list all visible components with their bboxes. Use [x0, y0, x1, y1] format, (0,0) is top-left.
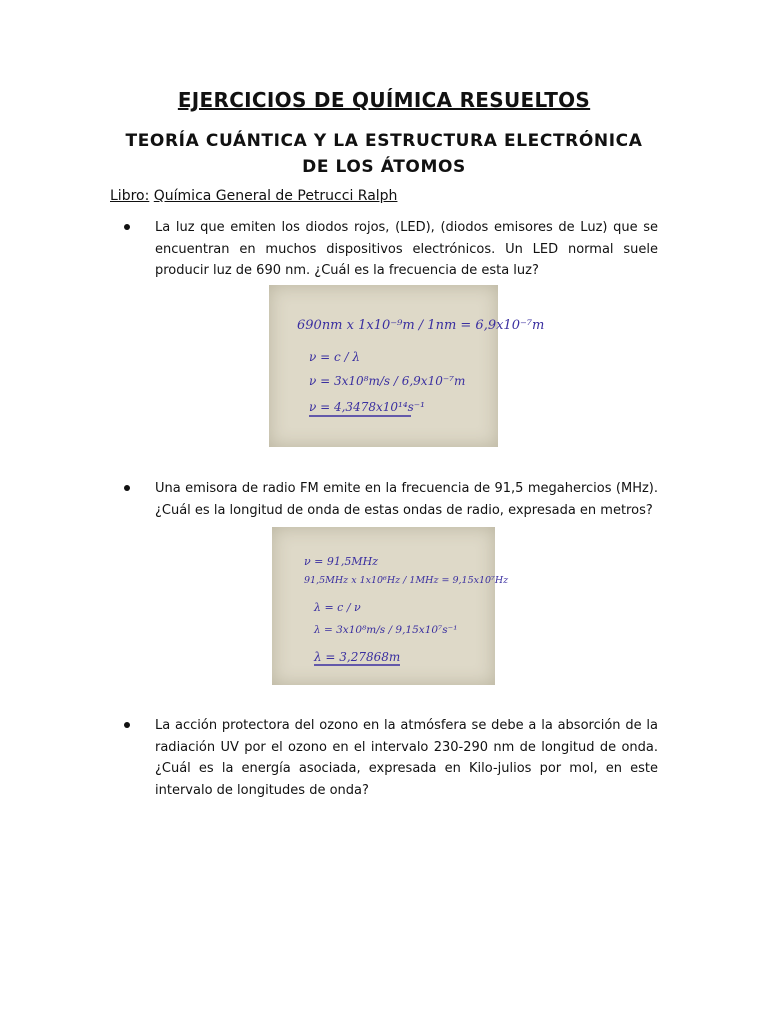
solution-line: ν = 3x10⁸m/s / 6,9x10⁻⁷m — [309, 374, 466, 388]
handwritten-solution-photo — [272, 527, 509, 685]
solution-line: ν = 91,5MHz — [304, 555, 379, 568]
document-title: EJERCICIOS DE QUÍMICA RESUELTOS — [177, 88, 591, 112]
document-subtitle: TEORÍA CUÁNTICA Y LA ESTRUCTURA ELECTRÓNICA DE LOS ÁTOMOS — [125, 131, 643, 177]
exercise-text: La luz que emiten los diodos rojos, (LED), (diodos emisores de Luz) que se encuentran en muchos dispositivos electrónicos. Un LED normal suele producir luz de 690 nm. ¿Cuál es la frecuencia de esta luz? — [155, 220, 658, 278]
exercise-item — [128, 715, 658, 801]
solution-line: λ = 3x10⁸m/s / 9,15x10⁷s⁻¹ — [314, 624, 458, 636]
solution-line: λ = c / ν — [314, 601, 361, 614]
solution-line: 690nm x 1x10⁻⁹m / 1nm = 6,9x10⁻⁷m — [297, 318, 545, 333]
solution-line: 91,5MHz x 1x10⁶Hz / 1MHz = 9,15x10⁷Hz — [304, 575, 509, 586]
exercise-text: Una emisora de radio FM emite en la frecuencia de 91,5 megahercios (MHz). ¿Cuál es la longitud de onda de estas ondas de radio, expresada en metros? — [155, 481, 658, 518]
solution-line: λ = 3,27868m — [314, 650, 401, 664]
book-title: Química General de Petrucci Ralph — [153, 188, 398, 204]
exercise-item — [128, 217, 658, 282]
book-label: Libro: — [110, 188, 150, 204]
bullet-icon — [124, 224, 130, 230]
solution-line: ν = c / λ — [309, 350, 360, 364]
bullet-icon — [124, 722, 130, 728]
bullet-icon — [124, 485, 130, 491]
solution-line: ν = 4,3478x10¹⁴s⁻¹ — [309, 400, 425, 414]
book-reference — [110, 188, 397, 204]
handwritten-solution-photo — [269, 285, 545, 447]
exercise-text: La acción protectora del ozono en la atmósfera se debe a la absorción de la radiación UV por el ozono en el intervalo 230-290 nm de longitud de onda. ¿Cuál es la energía asociada, expresada en Kilo-julios por mol, en este intervalo de longitudes de onda? — [155, 718, 658, 798]
exercise-item — [128, 478, 658, 521]
